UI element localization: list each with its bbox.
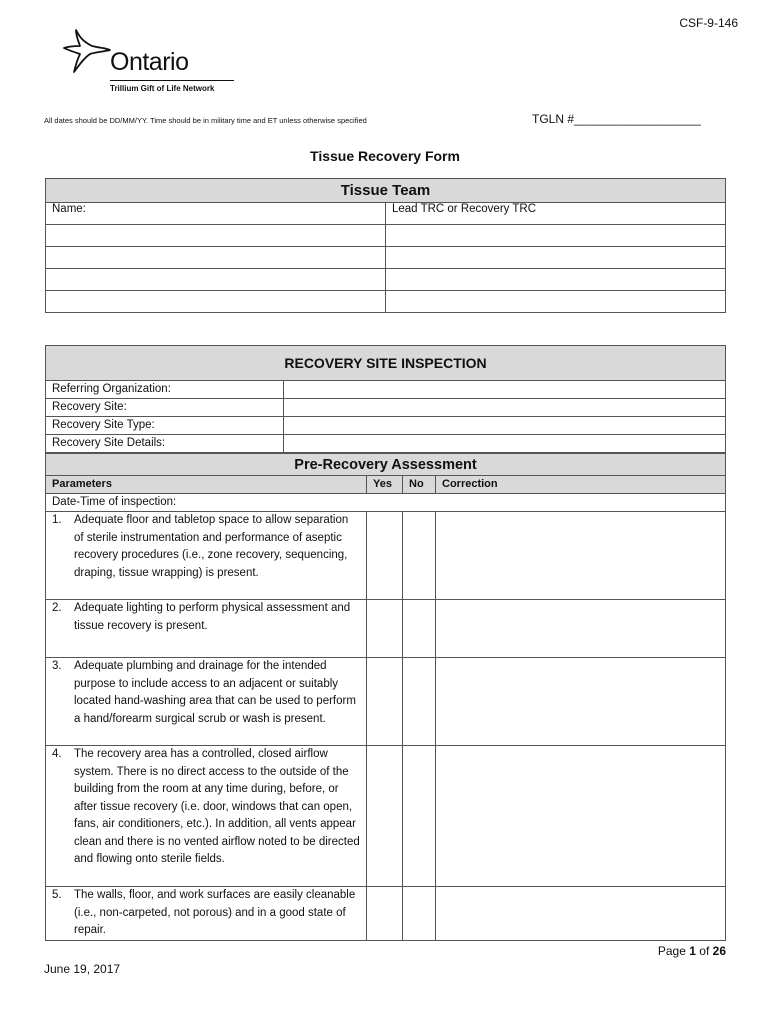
item-number: 3. [52,660,62,672]
item-text: The walls, floor, and work surfaces are easily cleanable (i.e., non-carpeted, not porous) and in a good state of repair. [74,889,356,936]
no-checkbox[interactable] [403,746,436,887]
page-total: 26 [712,944,726,958]
dates-note: All dates should be DD/MM/YY. Time should be in military time and ET unless otherwise specified [44,116,367,125]
recovery-site-title: RECOVERY SITE INSPECTION [46,346,726,381]
yes-checkbox[interactable] [367,887,403,941]
site-row-value[interactable] [284,417,726,435]
form-title: Tissue Recovery Form [310,148,460,164]
recovery-site-table [45,345,726,453]
item-text: Adequate floor and tabletop space to allow separation of sterile instrumentation and performance of aseptic recovery procedures (i.e., zone recovery, sequencing, draping, tissue wrapping) is present. [74,514,349,579]
yes-header: Yes [367,476,403,494]
correction-field[interactable] [436,512,726,600]
site-row-label: Recovery Site: [46,399,284,417]
team-role-cell[interactable] [386,269,726,291]
item-number: 2. [52,602,62,614]
yes-checkbox[interactable] [367,512,403,600]
tgln-field[interactable]: TGLN #___________________ [532,112,701,126]
item-text: Adequate plumbing and drainage for the intended purpose to include access to an adjacent or suitably located hand-washing area that can be used to perform a hand/forearm surgical scrub or wash is present. [74,660,356,725]
site-row-label: Recovery Site Details: [46,435,284,453]
inspection-datetime[interactable]: Date-Time of inspection: [46,494,726,512]
parameter-item-2 [46,600,367,658]
correction-field[interactable] [436,746,726,887]
parameter-item-4 [46,746,367,887]
no-checkbox[interactable] [403,600,436,658]
team-name-cell[interactable] [46,225,386,247]
team-role-cell[interactable] [386,291,726,313]
site-row-label: Referring Organization: [46,381,284,399]
team-name-cell[interactable] [46,291,386,313]
page-prefix: Page [657,944,686,958]
page-current: 1 [689,944,696,958]
trillium-icon [62,26,112,76]
page-number [658,944,726,958]
logo-wordmark: Ontario [110,48,189,76]
no-checkbox[interactable] [403,512,436,600]
pre-recovery-table [45,453,726,941]
logo-rule [110,80,234,81]
site-row-label: Recovery Site Type: [46,417,284,435]
yes-checkbox[interactable] [367,600,403,658]
item-text: The recovery area has a controlled, closed airflow system. There is no direct access to the outside of the building from the room at any time during, before, or after tissue recovery (i.e. door, windows that can open, fans, air conditioners, etc.). In addition, all vents appear clean and there is no vented airflow noted to be directed and flowing onto sterile fields. [74,748,360,865]
correction-field[interactable] [436,600,726,658]
yes-checkbox[interactable] [367,658,403,746]
item-number: 4. [52,748,62,760]
logo-subtitle: Trillium Gift of Life Network [110,84,215,93]
no-checkbox[interactable] [403,887,436,941]
col-name-header: Name: [46,203,386,225]
team-role-cell[interactable] [386,225,726,247]
parameter-item-1 [46,512,367,600]
correction-field[interactable] [436,887,726,941]
parameters-header: Parameters [46,476,367,494]
correction-header: Correction [436,476,726,494]
tissue-team-table [45,178,726,313]
item-number: 5. [52,889,62,901]
no-header: No [403,476,436,494]
ontario-logo [62,26,242,98]
team-name-cell[interactable] [46,269,386,291]
no-checkbox[interactable] [403,658,436,746]
footer-date: June 19, 2017 [44,962,121,976]
pre-recovery-title: Pre-Recovery Assessment [46,454,726,476]
parameter-item-5 [46,887,367,941]
correction-field[interactable] [436,658,726,746]
page-of: of [699,944,710,958]
yes-checkbox[interactable] [367,746,403,887]
site-row-value[interactable] [284,399,726,417]
site-row-value[interactable] [284,381,726,399]
item-text: Adequate lighting to perform physical assessment and tissue recovery is present. [74,602,351,632]
team-role-cell[interactable] [386,247,726,269]
site-row-value[interactable] [284,435,726,453]
team-name-cell[interactable] [46,247,386,269]
form-code: CSF-9-146 [679,16,738,30]
col-role-header: Lead TRC or Recovery TRC [386,203,726,225]
parameter-item-3 [46,658,367,746]
item-number: 1. [52,514,62,526]
tissue-team-title: Tissue Team [46,179,726,203]
